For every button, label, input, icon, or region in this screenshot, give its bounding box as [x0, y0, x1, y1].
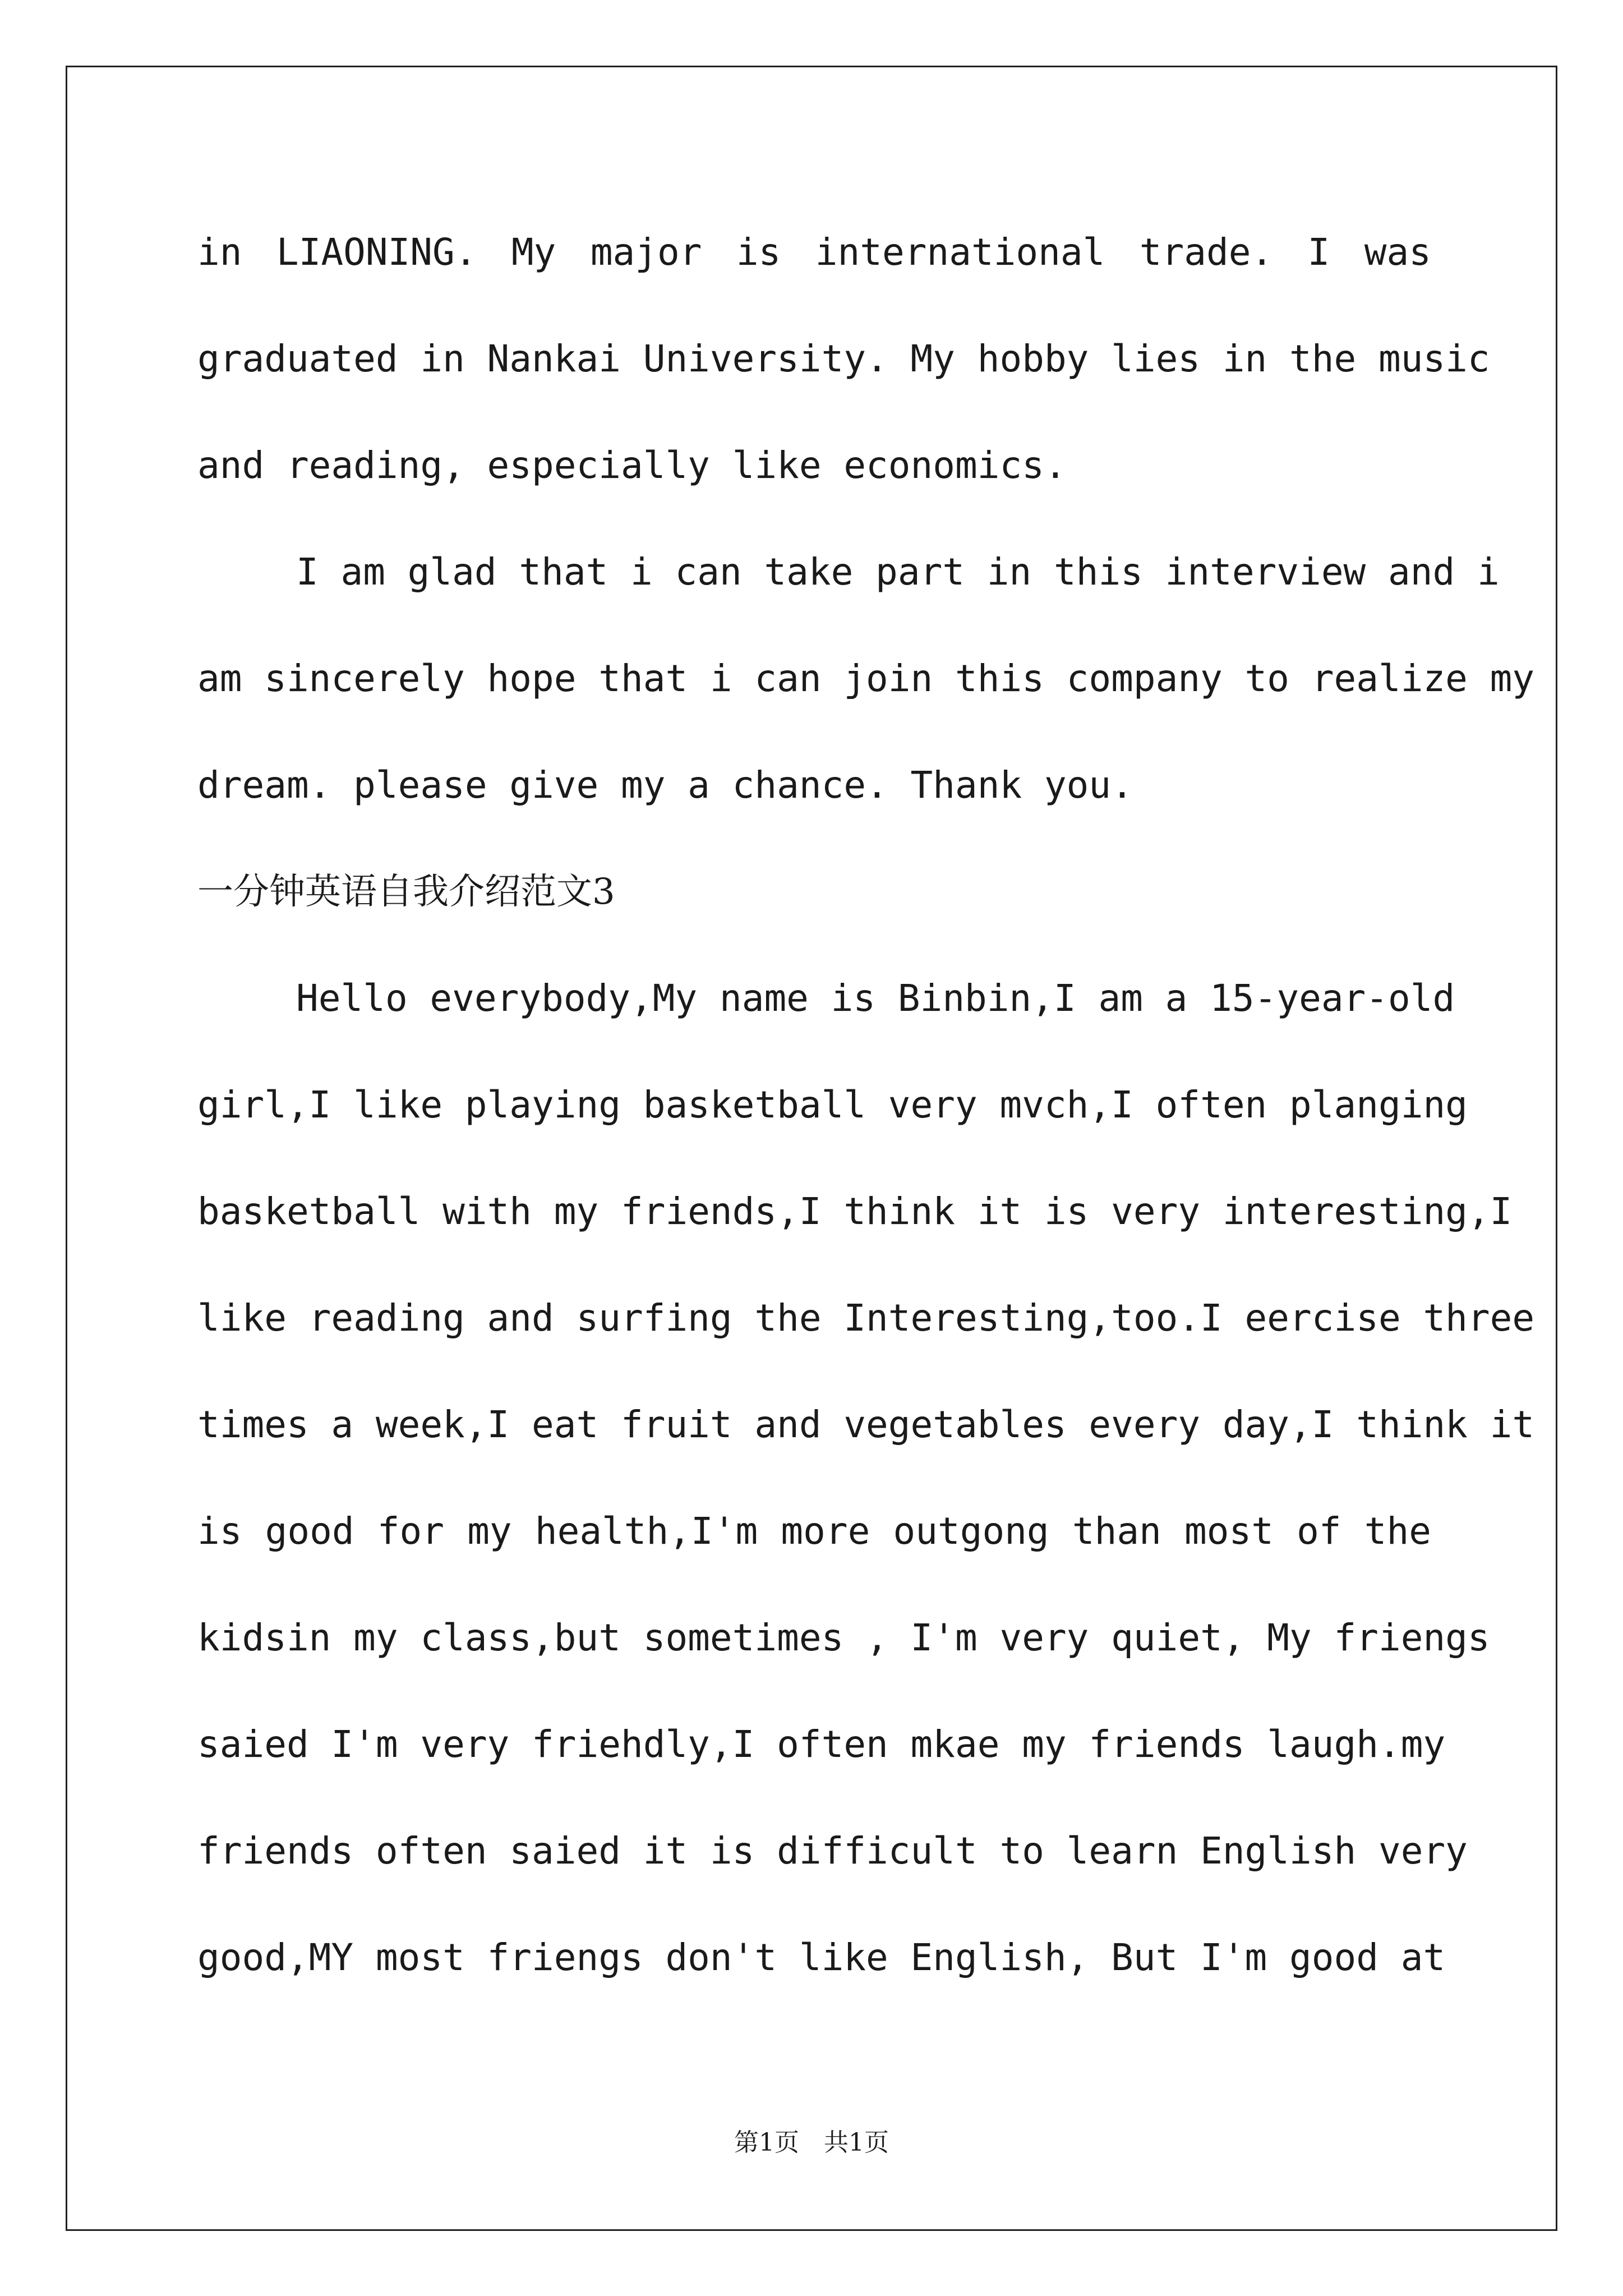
text-line: friends often saied it is difficult to learn English very — [197, 1829, 1468, 1872]
text-line: like reading and surfing the Interesting,too.I eercise three — [197, 1296, 1535, 1340]
text-line: times a week,I eat fruit and vegetables every day,I think it — [197, 1403, 1535, 1446]
text-line: saied I'm very friehdly,I often mkae my friends laugh.my — [197, 1723, 1446, 1766]
text-line: Hello everybody,My name is Binbin,I am a 15-year-old — [296, 977, 1455, 1020]
text-line: girl,I like playing basketball very mvch,I often planging — [197, 1083, 1468, 1126]
text-line: kidsin my class,but sometimes , I'm very quiet, My friengs — [197, 1616, 1490, 1659]
text-line: am sincerely hope that i can join this company to realize my — [197, 657, 1535, 700]
text-line: good,MY most friengs don't like English, But I'm good at — [197, 1936, 1446, 1979]
page-border — [66, 66, 1557, 2231]
text-line: dream. please give my a chance. Thank you. — [197, 763, 1133, 807]
section-heading: 一分钟英语自我介绍范文3 — [197, 871, 615, 913]
text-line: graduated in Nankai University. My hobby lies in the music — [197, 337, 1490, 380]
page-footer: 第1页 共1页 — [734, 2128, 889, 2157]
text-line: I am glad that i can take part in this interview and i — [296, 550, 1500, 593]
text-line: basketball with my friends,I think it is very interesting,I — [197, 1190, 1513, 1233]
text-line: in LIAONING. My major is international trade. I was — [197, 231, 1431, 274]
text-line: and reading, especially like economics. — [197, 444, 1067, 487]
text-line: is good for my health,I'm more outgong than most of the — [197, 1510, 1431, 1553]
